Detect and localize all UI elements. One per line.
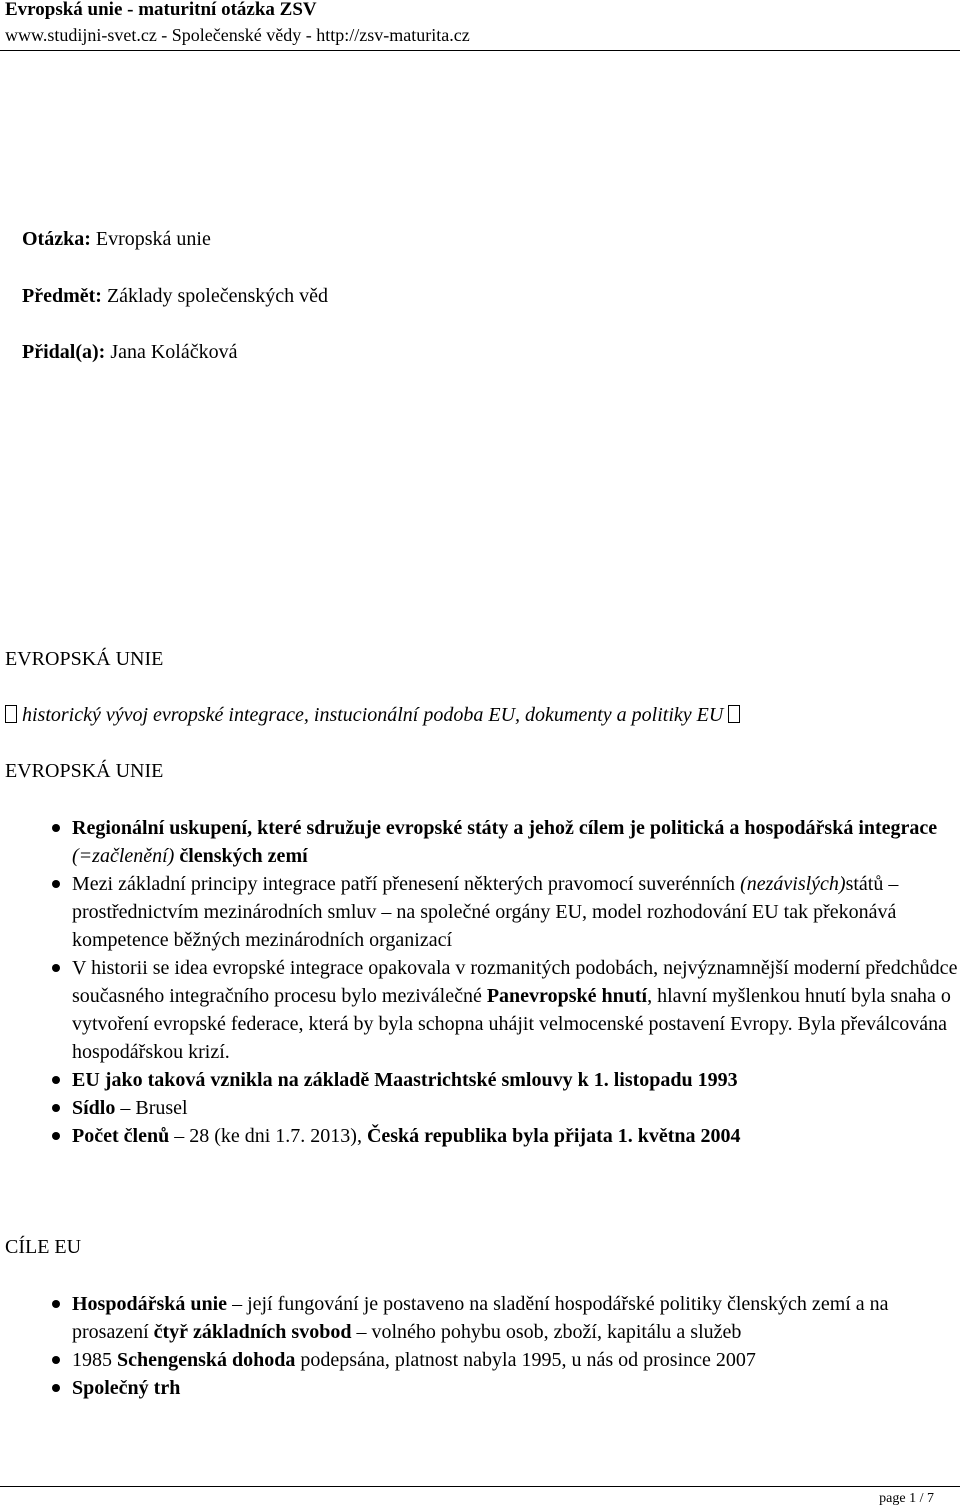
list-item-bold: čtyř základních svobod [153,1321,352,1343]
author-line [22,340,237,364]
list-item-bold: EU jako taková vznikla na základě Maastrichtské smlouvy k 1. listopadu 1993 [72,1069,738,1091]
list-item [72,1066,960,1094]
question-value: Evropská unie [95,228,211,250]
topic-subtitle [5,703,740,727]
list-item-bold: Sídlo [72,1097,116,1119]
list-item-text: Mezi základní principy integrace patří přenesení některých pravomocí suverénních [72,873,736,895]
eu-goals-list [72,1290,960,1402]
list-item [72,870,960,954]
list-item [72,1374,960,1402]
list-item-bold: Česká republika byla přijata 1. května 2004 [366,1125,741,1147]
page-number: page 1 / 7 [879,1491,934,1506]
header-divider [0,50,960,51]
list-item [72,1094,960,1122]
list-item-text: V historii se idea evropské integrace opakovala v rozmanitých podobách, nejvýznamnější moderní předchůdce současného integračního procesu bylo meziválečné [72,957,958,1007]
subject-line [22,284,328,308]
list-item-italic: (nezávislých) [740,873,846,895]
author-value: Jana Koláčková [110,341,238,363]
document-header-title: Evropská unie - maturitní otázka ZSV [5,0,317,20]
list-item-text: – její fungování je postaveno na sladění hospodářské politiky členských zemí a na prosazení [72,1293,889,1343]
missing-glyph-icon [728,705,740,723]
list-item-bold: Společný trh [72,1377,181,1399]
list-item [72,1290,960,1346]
footer-divider [0,1486,960,1487]
list-item-bold: Hospodářská unie [72,1293,228,1315]
list-item-italic: (=začlenění) [72,845,175,867]
list-item-bold: Schengenská dohoda [117,1349,296,1371]
list-item [72,1346,960,1374]
list-item-text: podepsána, platnost nabyla 1995, u nás od prosince 2007 [295,1349,756,1371]
section-heading-eu: EVROPSKÁ UNIE [5,648,164,670]
list-item-text: – volného pohybu osob, zboží, kapitálu a služeb [351,1321,742,1343]
list-item [72,814,960,870]
missing-glyph-icon [5,705,17,723]
subject-label: Předmět: [22,285,102,307]
list-item-bold: členských zemí [179,845,308,867]
list-item-bold: Regionální uskupení, které sdružuje evropské státy a jehož cílem je politická a hospodářská integrace [72,817,938,839]
eu-facts-list [72,814,960,1150]
list-item-text: 1985 [72,1349,117,1371]
list-item [72,954,960,1066]
list-item-text: , hlavní myšlenkou hnutí byla snaha o vytvoření evropské federace, která by byla schopna uhájit velmocenské postavení Evropy. Byla převálcována hospodářskou krizí. [72,985,951,1063]
list-item-bold: Počet členů [72,1125,170,1147]
section-heading-goals: CÍLE EU [5,1236,82,1258]
author-label: Přidal(a): [22,341,106,363]
list-item [72,1122,960,1150]
list-item-bold: Panevropské hnutí [486,985,648,1007]
topic-subtitle-text: historický vývoj evropské integrace, instucionální podoba EU, dokumenty a politiky EU [17,704,729,726]
list-item-text: států – prostřednictvím mezinárodních smluv – na společné orgány EU, model rozhodování EU tak překonává kompetence běžných mezinárodních organizací [72,873,899,951]
section-heading-eu-2: EVROPSKÁ UNIE [5,760,164,782]
list-item-text: – 28 (ke dni 1.7. 2013), [169,1125,367,1147]
subject-value: Základy společenských věd [106,285,328,307]
question-label: Otázka: [22,228,91,250]
document-header-subtitle: www.studijni-svet.cz - Společenské vědy - http://zsv-maturita.cz [5,25,470,45]
list-item-text: – Brusel [115,1097,188,1119]
question-line [22,227,211,251]
